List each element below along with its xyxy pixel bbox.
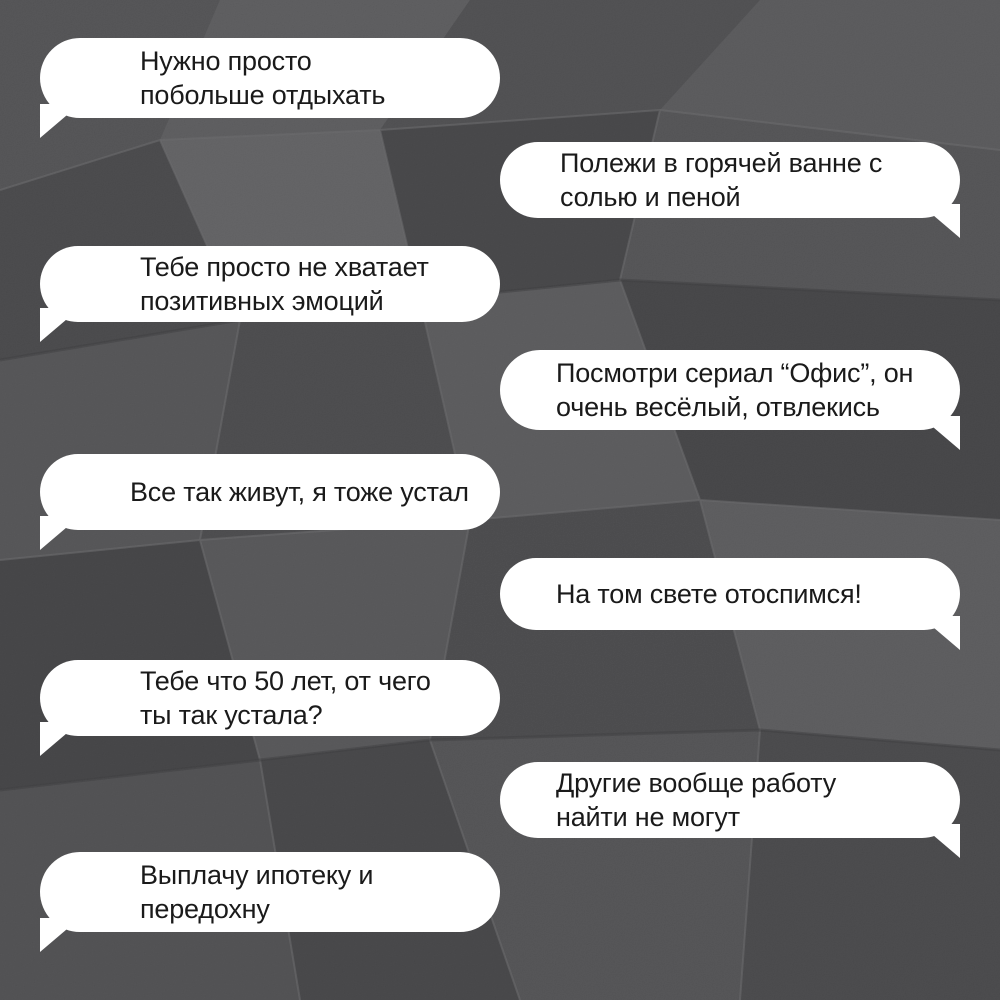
chat-bubble-text: На том свете отоспимся! xyxy=(556,579,862,609)
bubble-tail-right xyxy=(920,204,960,238)
chat-bubble-text: Тебе что 50 лет, от чего ты так устала? xyxy=(140,666,431,730)
chat-bubble-right xyxy=(500,762,960,838)
bubble-tail-left xyxy=(40,722,80,756)
chat-bubble-right xyxy=(500,142,960,218)
chat-bubble-text: Тебе просто не хватает позитивных эмоций xyxy=(140,252,429,316)
chat-bubble-text: Посмотри сериал “Офис”, он очень весёлый, отвлекись xyxy=(556,358,914,422)
chat-bubble-left xyxy=(40,246,500,322)
chat-bubble-left xyxy=(40,38,500,118)
chat-bubble-text: Полежи в горячей ванне с солью и пеной xyxy=(560,148,883,212)
bubble-tail-left xyxy=(40,104,80,138)
chat-bubble-right xyxy=(500,350,960,430)
chat-bubble-text: Нужно просто побольше отдыхать xyxy=(140,46,386,110)
chat-bubble-text: Другие вообще работу найти не могут xyxy=(556,768,837,832)
chat-bubble-text: Все так живут, я тоже устал xyxy=(130,477,469,507)
bubble-tail-right xyxy=(920,416,960,450)
bubble-tail-right xyxy=(920,824,960,858)
chat-bubble-left xyxy=(40,660,500,736)
bubble-tail-right xyxy=(920,616,960,650)
chat-bubble-text: Выплачу ипотеку и передохну xyxy=(140,860,374,924)
bubble-tail-left xyxy=(40,918,80,952)
bubble-tail-left xyxy=(40,308,80,342)
bubble-tail-left xyxy=(40,516,80,550)
chat-bubble-left xyxy=(40,454,500,530)
chat-bubble-left xyxy=(40,852,500,932)
chat-bubble-right xyxy=(500,558,960,630)
